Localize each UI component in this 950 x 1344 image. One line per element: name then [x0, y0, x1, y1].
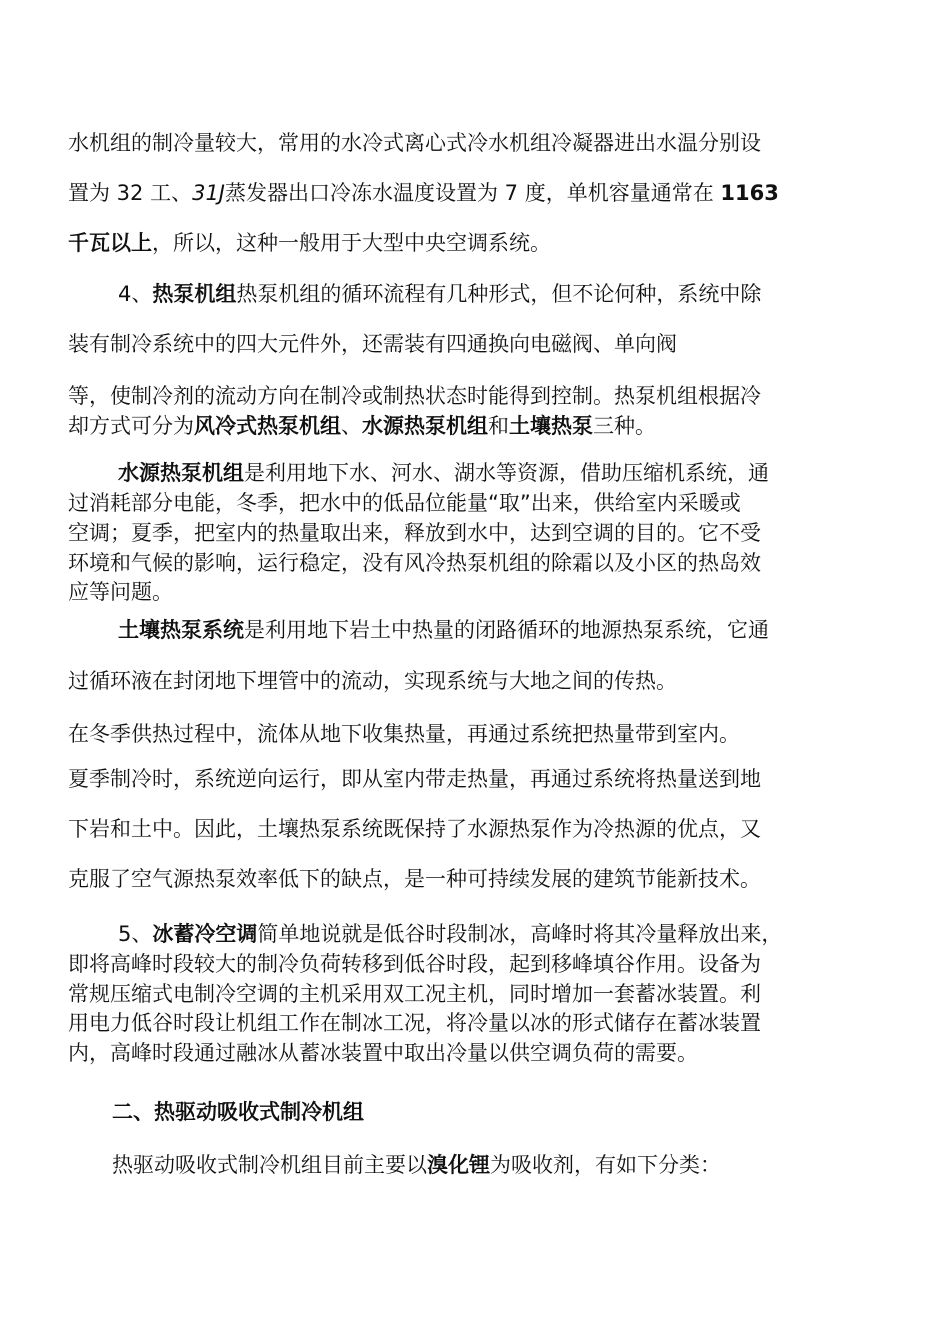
section-heading: 二、热驱动吸收式制冷机组: [112, 1100, 364, 1124]
text: 是利用地下岩土中热量的闭路循环的地源热泵系统，它通: [244, 618, 769, 642]
text: 和: [488, 414, 509, 438]
para2-line2: 装有制冷系统中的四大元件外，还需装有四通换向电磁阀、单向阀: [68, 332, 677, 356]
para3-line5: 应等问题。: [68, 580, 173, 604]
term-soil: 土壤热泵: [509, 414, 593, 438]
para5-line3: 常规压缩式电制冷空调的主机采用双工况主机，同时增加一套蓄冰装置。利: [68, 982, 761, 1006]
para1-line2: [68, 178, 888, 208]
para3-line3: 空调；夏季，把室内的热量取出来，释放到水中，达到空调的目的。它不受: [68, 521, 761, 545]
text: 热泵机组的循环流程有几种形式，但不论何种，系统中除: [236, 282, 762, 306]
para2-line1: [118, 279, 938, 309]
text: 简单地说就是低谷时段制冰，高峰时将其冷量释放出来，: [257, 922, 783, 946]
text: 、: [341, 414, 362, 438]
para4-line6: 克服了空气源热泵效率低下的缺点，是一种可持续发展的建筑节能新技术。: [68, 867, 761, 891]
term-lithium-bromide: 溴化锂: [427, 1153, 490, 1177]
bold-number: 1163: [720, 181, 779, 205]
item-number: 4、: [118, 282, 153, 306]
para1-line3: [68, 228, 888, 258]
para5-line2: 即将高峰时段较大的制冷负荷转移到低谷时段，起到移峰填谷作用。设备为: [68, 952, 761, 976]
term-ice-storage: 冰蓄冷空调: [152, 922, 258, 946]
para3-line4: 环境和气候的影响，运行稳定，没有风冷热泵机组的除霜以及小区的热岛效: [68, 551, 761, 575]
text: ，所以，这种一般用于大型中央空调系统。: [152, 231, 551, 255]
bold-text: 千瓦以上: [68, 231, 152, 255]
term-water-source-unit: 水源热泵机组: [118, 461, 244, 485]
text: 热驱动吸收式制冷机组目前主要以: [112, 1153, 427, 1177]
text: 却方式可分为: [68, 414, 194, 438]
text: 蒸发器出口冷冻水温度设置为 7 度，单机容量通常在: [225, 181, 721, 205]
para3-line1: [118, 458, 938, 488]
term-heat-pump-unit: 热泵机组: [152, 282, 237, 306]
text: 是利用地下水、河水、湖水等资源，借助压缩机系统，通: [244, 461, 769, 485]
para4-line4: 夏季制冷时，系统逆向运行，即从室内带走热量，再通过系统将热量送到地: [68, 767, 761, 791]
para4-line3: 在冬季供热过程中，流体从地下收集热量，再通过系统把热量带到室内。: [68, 722, 740, 746]
para5-line4: 用电力低谷时段让机组工作在制冰工况，将冷量以冰的形式储存在蓄冰装置: [68, 1011, 761, 1035]
text: 为吸收剂，有如下分类：: [490, 1153, 721, 1177]
para2-line3: 等，使制冷剂的流动方向在制冷或制热状态时能得到控制。热泵机组根据冷: [68, 384, 761, 408]
para4-line5: 下岩和土中。因此，土壤热泵系统既保持了水源热泵作为冷热源的优点，又: [68, 817, 761, 841]
text: 三种。: [593, 414, 656, 438]
item-number: 5、: [118, 922, 153, 946]
para5-line1: [118, 919, 938, 949]
text: 置为 32 工、: [68, 181, 193, 205]
para3-line2: 过消耗部分电能，冬季，把水中的低品位能量“取”出来，供给室内采暖或: [68, 491, 741, 515]
para2-line4: [68, 411, 888, 441]
para5-line5: 内，高峰时段通过融冰从蓄冰装置中取出冷量以供空调负荷的需要。: [68, 1041, 698, 1065]
term-soil-system: 土壤热泵系统: [118, 618, 244, 642]
para4-line1: [118, 615, 938, 645]
para4-line2: 过循环液在封闭地下埋管中的流动，实现系统与大地之间的传热。: [68, 669, 677, 693]
para1-line1: 水机组的制冷量较大，常用的水冷式离心式冷水机组冷凝器进出水温分别设: [68, 131, 761, 155]
italic-text: 31J: [192, 181, 225, 205]
para6-line1: [112, 1150, 932, 1180]
term-water-source: 水源热泵机组: [362, 414, 488, 438]
term-air-cooled: 风冷式热泵机组: [194, 414, 341, 438]
